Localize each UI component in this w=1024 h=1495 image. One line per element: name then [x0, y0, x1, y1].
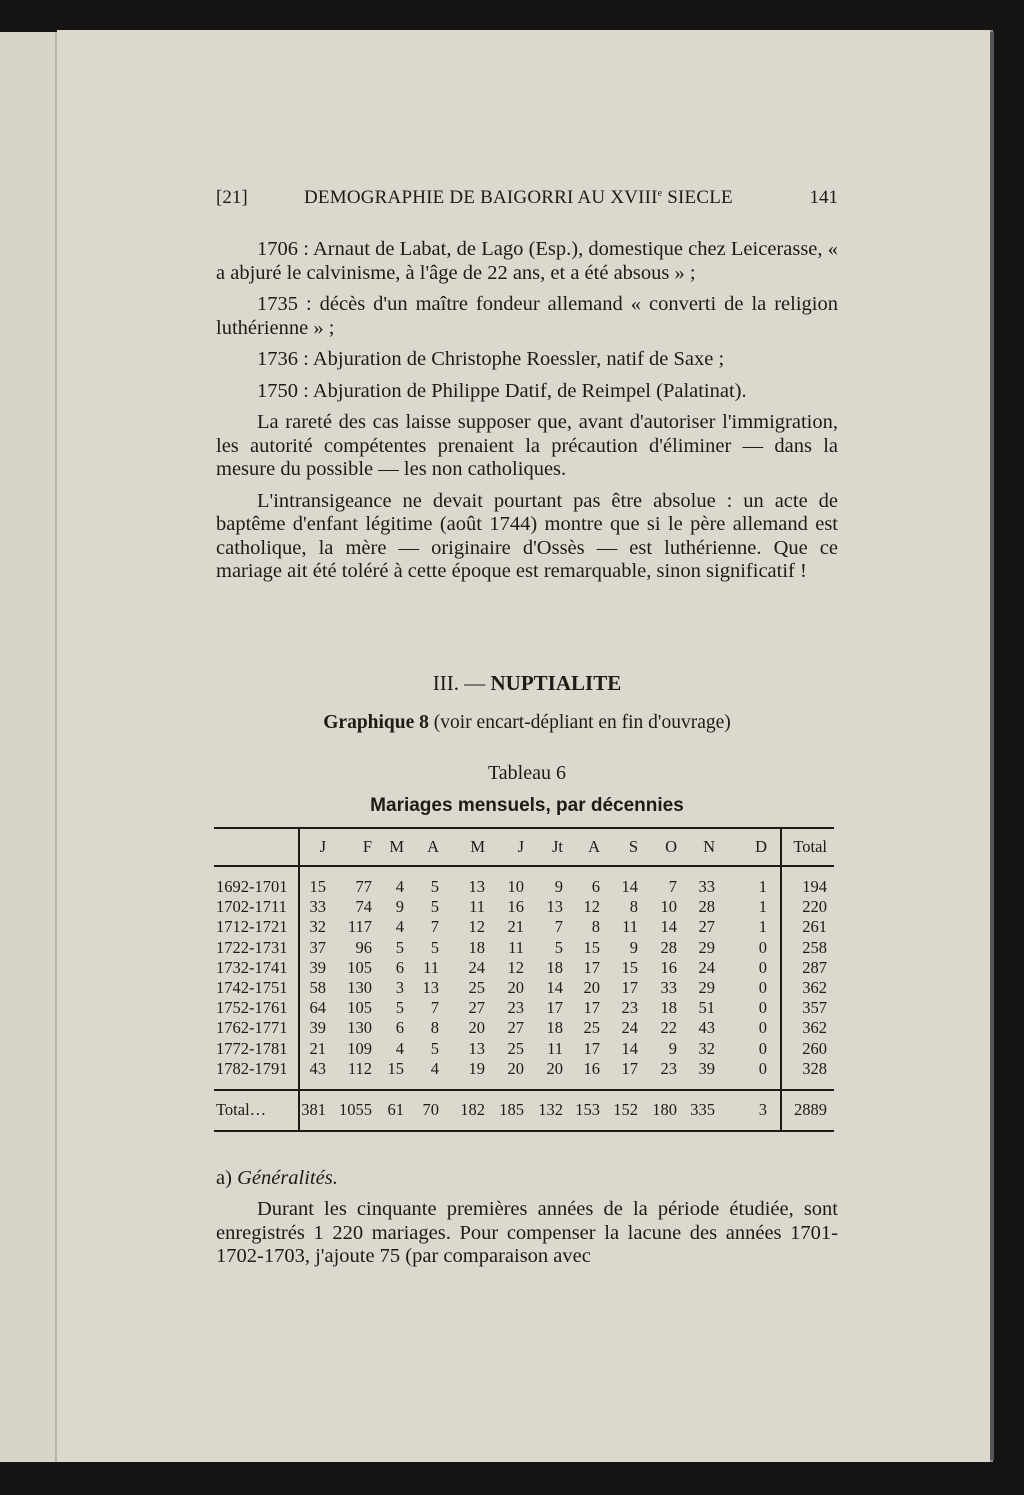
row-label: 1762-1771 — [216, 1018, 288, 1038]
table-cell: 5 — [395, 937, 404, 957]
table-cell: 117 — [347, 917, 372, 937]
table-cell: 25 — [468, 978, 485, 997]
table-cell: 27 — [507, 1018, 524, 1038]
table-cell: M — [470, 837, 485, 856]
table-total-row — [214, 1100, 834, 1120]
paragraph: 1750 : Abjuration de Philippe Datif, de Reimpel (Palatinat). — [257, 379, 747, 402]
row-label: 1722-1731 — [216, 937, 288, 957]
table-cell: 9 — [554, 877, 563, 896]
table-cell: 22 — [660, 1018, 677, 1038]
table-cell: 13 — [422, 978, 439, 997]
table-row — [214, 958, 834, 978]
table-cell: 12 — [468, 917, 485, 937]
table-cell: 10 — [507, 877, 524, 896]
table-cell: 4 — [430, 1058, 439, 1078]
table-cell: D — [755, 837, 767, 856]
paragraph: 1736 : Abjuration de Christophe Roessler, natif de Saxe ; — [257, 348, 725, 370]
table-cell: 29 — [698, 937, 715, 957]
page-edge-shadow — [990, 32, 994, 1460]
table-cell: 51 — [698, 998, 715, 1018]
table-cell: S — [628, 837, 638, 856]
table-cell: 8 — [629, 897, 638, 917]
row-label: 1702-1711 — [216, 897, 287, 917]
paragraph: L'intransigeance ne devait pourtant pas être absolue : un acte de baptême d'enfant légitime (août 1744) montre que si le père allemand est catholique, la mère — originaire d'Ossès — est luthérienne. Que ce mariage ait été toléré à cette époque est remarquable, sinon significatif ! — [216, 489, 838, 582]
table-cell: 194 — [802, 877, 827, 896]
table-cell: 11 — [508, 937, 524, 957]
table-cell: 18 — [660, 998, 677, 1018]
table-cell: 39 — [309, 957, 326, 977]
table-cell: 7 — [668, 877, 677, 896]
row-label: Total… — [216, 1100, 267, 1119]
table-cell: 152 — [613, 1100, 638, 1119]
running-head — [216, 187, 838, 211]
table-cell: 17 — [621, 1058, 638, 1078]
table-cell: 23 — [660, 1058, 677, 1078]
table-cell: 130 — [347, 978, 372, 997]
running-title-text: DEMOGRAPHIE DE BAIGORRI AU XVIII — [304, 187, 658, 208]
table-cell: 9 — [629, 937, 638, 957]
table-cell: 381 — [301, 1100, 326, 1119]
table-rule-bottom — [214, 1130, 834, 1132]
page-number: 141 — [809, 187, 838, 208]
paragraph: 1706 : Arnaut de Labat, de Lago (Esp.), domestique chez Leicerasse, « a abjuré le calvinisme, à l'âge de 22 ans, et a été absous » ; — [216, 238, 838, 284]
table-cell: 4 — [395, 917, 404, 937]
table-cell: M — [389, 837, 404, 856]
paragraph: La rareté des cas laisse supposer que, avant d'autoriser l'immigration, les autorité compétentes prenaient la précaution d'éliminer — dans la mesure du possible — les non catholiques. — [216, 411, 838, 480]
subsection-heading — [216, 1167, 338, 1190]
body-text-bottom — [216, 1198, 838, 1277]
table-cell: 5 — [430, 897, 439, 917]
table-cell: 20 — [507, 978, 524, 997]
table-cell: 105 — [347, 998, 372, 1018]
table-cell: 287 — [802, 957, 827, 977]
running-title-sup: e — [657, 188, 663, 199]
table-cell: 25 — [583, 1018, 600, 1038]
table-cell: 5 — [430, 877, 439, 896]
table-cell: 32 — [698, 1038, 715, 1058]
table-row — [214, 998, 834, 1018]
table-cell: 10 — [660, 897, 677, 917]
table-cell: 17 — [583, 998, 600, 1018]
table-cell: 27 — [468, 998, 485, 1018]
table-rule-header — [214, 865, 834, 867]
row-label: 1742-1751 — [216, 978, 288, 997]
table-cell: 1 — [758, 877, 767, 896]
table-cell: 21 — [507, 917, 524, 937]
table-cell: 23 — [621, 998, 638, 1018]
paragraph: Durant les cinquante premières années de la période étudiée, sont enregistrés 1 220 mariages. Pour compenser la lacune des années 1701-1702-1703, j'ajoute 75 (par comparaison avec — [216, 1198, 838, 1267]
row-label: 1772-1781 — [216, 1038, 288, 1058]
table-cell: 7 — [430, 917, 439, 937]
table-cell: 153 — [575, 1100, 600, 1119]
table-cell: 20 — [468, 1018, 485, 1038]
table-row — [214, 1018, 834, 1038]
table-cell: 258 — [802, 937, 827, 957]
table-cell: 328 — [802, 1058, 827, 1078]
table-rule-pre-total — [214, 1089, 834, 1091]
table-cell: 15 — [387, 1058, 404, 1078]
table-cell: 182 — [460, 1100, 485, 1119]
table-cell: 13 — [468, 877, 485, 896]
table-header-row — [214, 837, 834, 857]
table-cell: 1 — [758, 897, 767, 917]
table-cell: 362 — [802, 978, 827, 997]
table-cell: 14 — [660, 917, 677, 937]
table-cell: 112 — [347, 1058, 372, 1078]
table-cell: 33 — [698, 877, 715, 896]
table-cell: 74 — [355, 897, 372, 917]
table-cell: 24 — [698, 957, 715, 977]
table-cell: 21 — [309, 1038, 326, 1058]
table-cell: 8 — [430, 1018, 439, 1038]
graph-note: (voir encart-dépliant en fin d'ouvrage) — [428, 712, 731, 733]
table-rule-top — [214, 827, 834, 829]
table-cell: 6 — [591, 877, 600, 896]
table-cell: 16 — [583, 1058, 600, 1078]
row-label: 1782-1791 — [216, 1058, 288, 1078]
table-cell: 18 — [546, 957, 563, 977]
row-label: 1732-1741 — [216, 957, 288, 977]
table-cell: 61 — [387, 1100, 404, 1119]
table-cell: 9 — [668, 1038, 677, 1058]
table-cell: A — [427, 837, 439, 856]
table-cell: 33 — [660, 978, 677, 997]
table-cell: N — [703, 837, 715, 856]
table-cell: 28 — [660, 937, 677, 957]
table-cell: 14 — [621, 1038, 638, 1058]
table-row — [214, 897, 834, 917]
table-cell: 32 — [309, 917, 326, 937]
table-cell: 96 — [355, 937, 372, 957]
table-cell: 19 — [468, 1058, 485, 1078]
table-cell: 43 — [698, 1018, 715, 1038]
table-row — [214, 978, 834, 998]
row-label: 1692-1701 — [216, 877, 288, 896]
row-label: 1752-1761 — [216, 998, 288, 1018]
table-cell: O — [665, 837, 677, 856]
table-row — [214, 938, 834, 958]
section-number: III. — — [432, 671, 491, 695]
table-cell: 28 — [698, 897, 715, 917]
table-cell: 3 — [758, 1100, 767, 1119]
table-cell: Total — [793, 837, 827, 856]
table-cell: 24 — [468, 957, 485, 977]
table-cell: 5 — [430, 1038, 439, 1058]
table-cell: 14 — [621, 877, 638, 896]
table-cell: 5 — [395, 998, 404, 1018]
table-cell: 39 — [698, 1058, 715, 1078]
table-cell: 9 — [395, 897, 404, 917]
table-cell: 109 — [347, 1038, 372, 1058]
table-cell: 13 — [546, 897, 563, 917]
table-cell: 8 — [591, 917, 600, 937]
table-cell: 357 — [802, 998, 827, 1018]
table-cell: 70 — [422, 1100, 439, 1119]
table-cell: 23 — [507, 998, 524, 1018]
table-cell: 5 — [554, 937, 563, 957]
table-cell: 20 — [507, 1058, 524, 1078]
table-cell: 12 — [583, 897, 600, 917]
table-cell: J — [319, 837, 326, 856]
graph-reference — [216, 712, 838, 734]
table-cell: 33 — [309, 897, 326, 917]
table-cell: 4 — [395, 877, 404, 896]
table-cell: 18 — [468, 937, 485, 957]
table-cell: 20 — [583, 978, 600, 997]
paragraph: 1735 : décès d'un maître fondeur allemand « converti de la religion luthérienne » ; — [216, 293, 838, 339]
subsection-prefix: a) — [216, 1167, 238, 1189]
table-cell: 2889 — [794, 1100, 827, 1119]
table-cell: 0 — [758, 998, 767, 1018]
table-cell: 1055 — [339, 1100, 372, 1119]
table-cell: A — [588, 837, 600, 856]
table-cell: 6 — [395, 1018, 404, 1038]
table-cell: 105 — [347, 957, 372, 977]
table-cell: 362 — [802, 1018, 827, 1038]
table-cell: 17 — [621, 978, 638, 997]
table-cell: 0 — [758, 1018, 767, 1038]
table-cell: 0 — [758, 1038, 767, 1058]
table-cell: 27 — [698, 917, 715, 937]
table-cell: J — [517, 837, 524, 856]
section-heading — [216, 671, 838, 696]
table-cell: 11 — [622, 917, 638, 937]
section-title: NUPTIALITE — [490, 671, 622, 695]
table-cell: 11 — [423, 957, 439, 977]
table-cell: F — [362, 837, 372, 856]
table-cell: 185 — [499, 1100, 524, 1119]
table-cell: 7 — [430, 998, 439, 1018]
table-cell: 3 — [395, 978, 404, 997]
table-cell: 25 — [507, 1038, 524, 1058]
table-cell: 24 — [621, 1018, 638, 1038]
table-cell: 220 — [802, 897, 827, 917]
table-cell: Jt — [551, 837, 563, 856]
body-text-top — [216, 238, 838, 592]
subsection-title: Généralités. — [237, 1167, 338, 1189]
table-cell: 5 — [430, 937, 439, 957]
table-row — [214, 917, 834, 937]
table-cell: 0 — [758, 957, 767, 977]
table-cell: 0 — [758, 937, 767, 957]
running-title — [304, 187, 733, 209]
table-cell: 17 — [583, 1038, 600, 1058]
table-cell: 0 — [758, 978, 767, 997]
table-row — [214, 1039, 834, 1059]
table-title: Tableau 6 — [487, 762, 566, 784]
table-row — [214, 1059, 834, 1079]
table-cell: 16 — [507, 897, 524, 917]
table-cell: 15 — [583, 937, 600, 957]
table-cell: 11 — [547, 1038, 563, 1058]
table-cell: 4 — [395, 1038, 404, 1058]
table-cell: 39 — [309, 1018, 326, 1038]
table-cell: 12 — [507, 957, 524, 977]
table-cell: 11 — [469, 897, 485, 917]
table-cell: 0 — [758, 1058, 767, 1078]
table-cell: 20 — [546, 1058, 563, 1078]
table-cell: 18 — [546, 1018, 563, 1038]
table-cell: 15 — [621, 957, 638, 977]
table-cell: 260 — [802, 1038, 827, 1058]
table-cell: 335 — [690, 1100, 715, 1119]
graph-label: Graphique 8 — [323, 712, 429, 733]
row-label: 1712-1721 — [216, 917, 288, 937]
table-cell: 58 — [309, 978, 326, 997]
table-cell: 13 — [468, 1038, 485, 1058]
table-cell: 16 — [660, 957, 677, 977]
table-cell: 17 — [583, 957, 600, 977]
table-cell: 17 — [546, 998, 563, 1018]
table-cell: 180 — [652, 1100, 677, 1119]
table-cell: 15 — [309, 877, 326, 896]
table-cell: 132 — [538, 1100, 563, 1119]
table-cell: 130 — [347, 1018, 372, 1038]
chapter-number: [21] — [216, 187, 248, 208]
table-cell: 37 — [309, 937, 326, 957]
table-cell: 6 — [395, 957, 404, 977]
table-cell: 14 — [546, 978, 563, 997]
table-cell: 261 — [802, 917, 827, 937]
table-cell: 43 — [309, 1058, 326, 1078]
table-cell: 1 — [758, 917, 767, 937]
facing-page-edge — [0, 32, 57, 1462]
table-cell: 64 — [309, 998, 326, 1018]
table-cell: 7 — [554, 917, 563, 937]
table-row — [214, 877, 834, 897]
table-subtitle: Mariages mensuels, par décennies — [370, 795, 684, 816]
running-title-end: SIECLE — [662, 187, 733, 208]
table-cell: 77 — [355, 877, 372, 896]
table-cell: 29 — [698, 978, 715, 997]
